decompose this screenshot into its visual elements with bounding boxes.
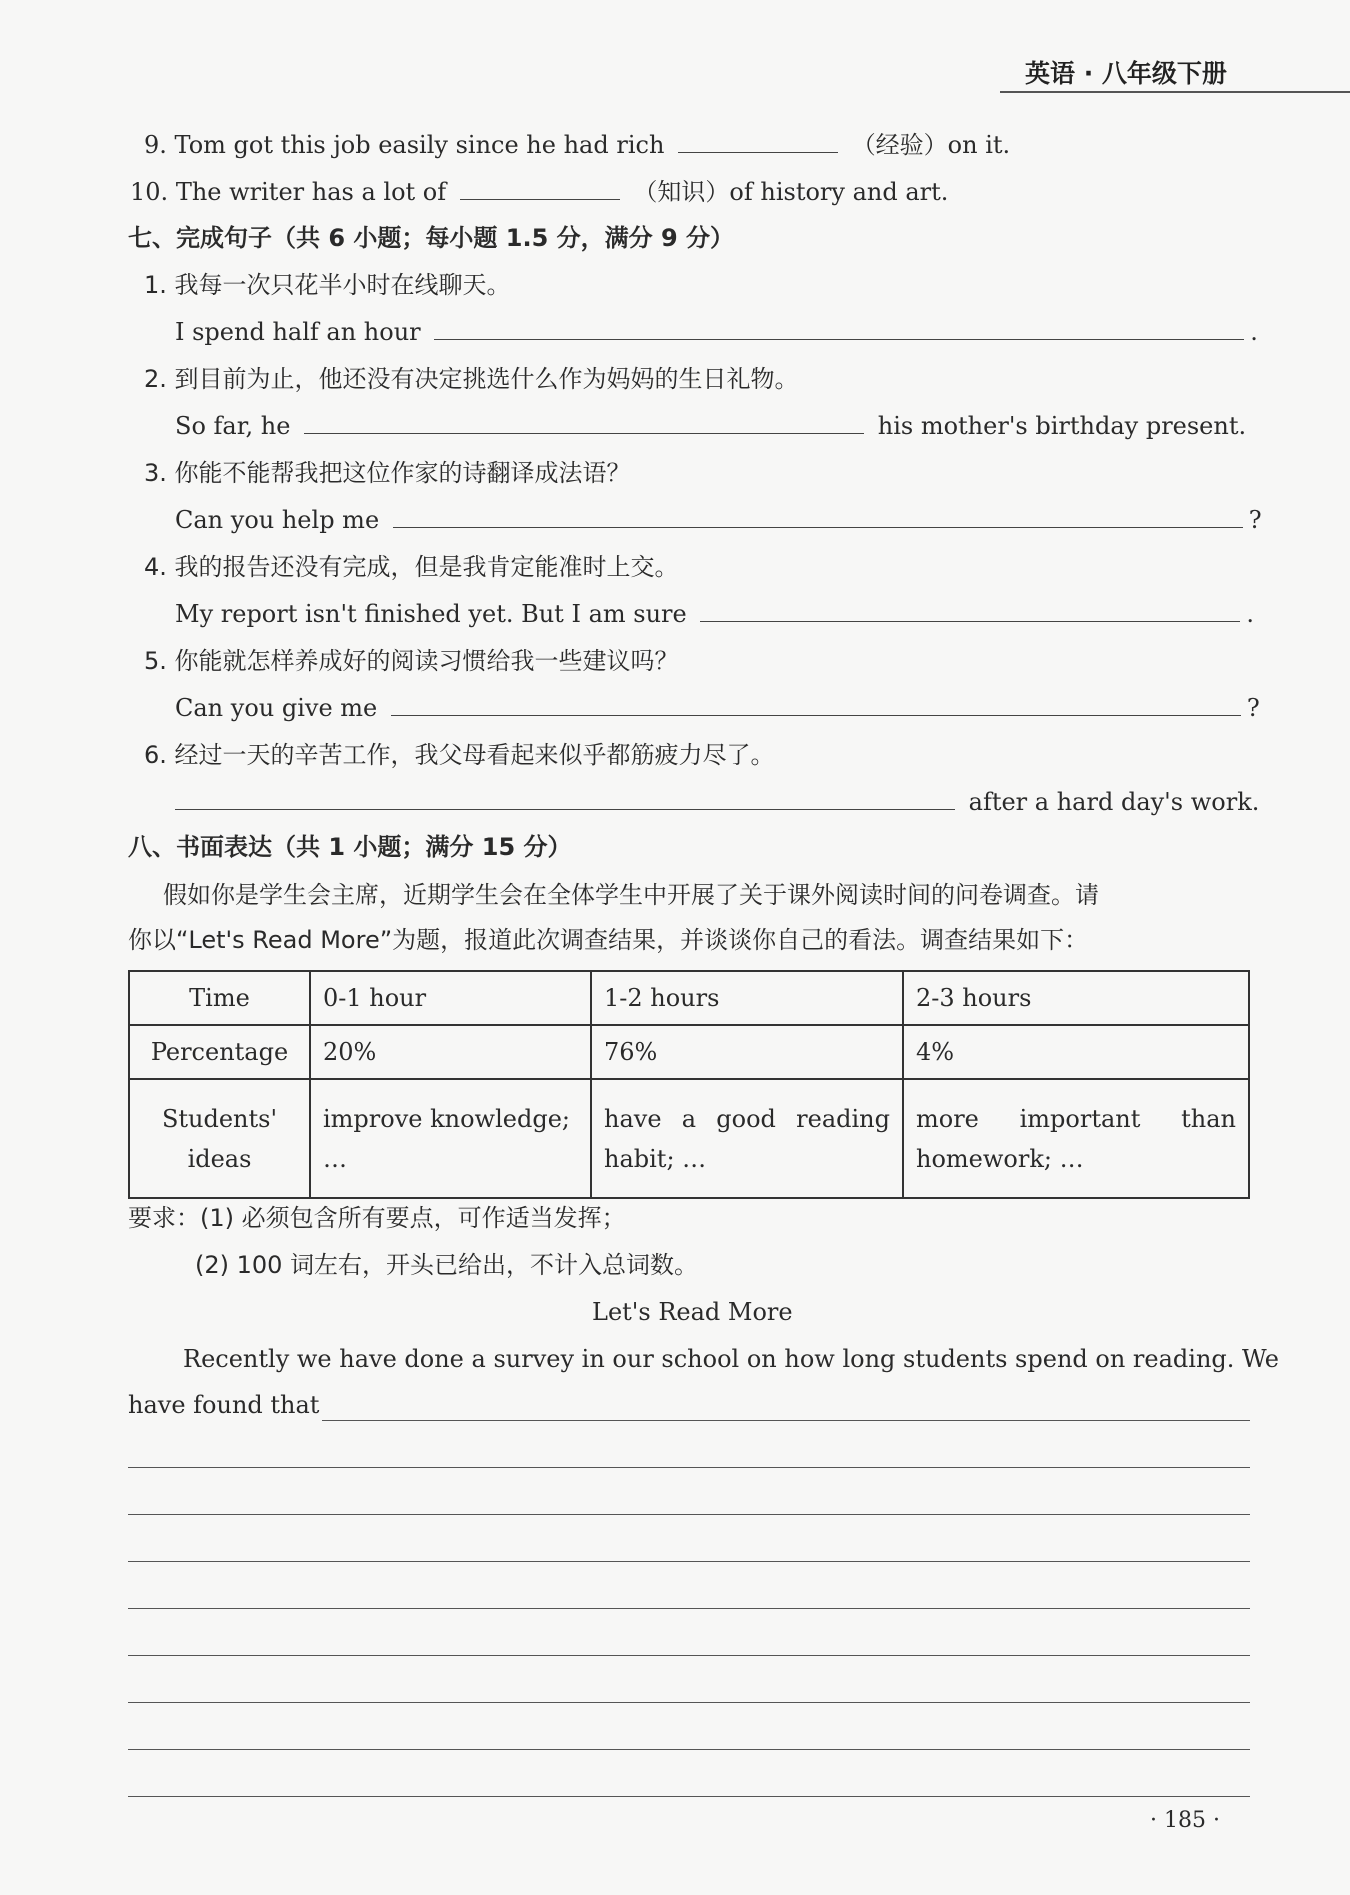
essay-start-line-2	[128, 1390, 319, 1420]
sentence-end: his mother's birthday present.	[877, 412, 1247, 440]
page-number: · 185 ·	[1150, 1808, 1220, 1833]
table-cell: have a good reading habit; …	[591, 1079, 903, 1198]
writing-line[interactable]	[128, 1702, 1250, 1703]
item-number: 6.	[144, 741, 167, 769]
english-prompt: My report isn't finished yet. But I am sure	[175, 600, 687, 628]
writing-line[interactable]	[322, 1420, 1250, 1421]
sentence-text: The writer has a lot of	[175, 178, 447, 206]
item-number: 3.	[144, 459, 167, 487]
chinese-prompt: 我每一次只花半小时在线聊天。	[174, 271, 511, 299]
s7-item-2-en	[175, 411, 1246, 441]
writing-intro-line-2: 你以“Let's Read More”为题，报道此次调查结果，并谈谈你自己的看法。调查结果如下：	[128, 926, 1089, 954]
table-row	[129, 1079, 1249, 1198]
table-cell: improve knowledge; …	[310, 1079, 591, 1198]
s7-item-4-en	[175, 599, 1254, 629]
header-rule	[1000, 91, 1350, 93]
s7-item-5-cn	[144, 646, 679, 676]
table-cell: Percentage	[129, 1025, 310, 1079]
s7-item-6-cn	[144, 740, 775, 770]
sentence-end: after a hard day's work.	[968, 788, 1260, 816]
english-prompt: Can you give me	[175, 694, 378, 722]
writing-line[interactable]	[128, 1514, 1250, 1515]
essay-title: Let's Read More	[592, 1298, 793, 1326]
english-prompt: Can you help me	[175, 506, 380, 534]
essay-start-line-1: Recently we have done a survey in our school on how long students spend on reading. We	[183, 1345, 1279, 1373]
answer-blank[interactable]	[700, 599, 1240, 622]
chinese-prompt: 经过一天的辛苦工作，我父母看起来似乎都筋疲力尽了。	[174, 741, 775, 769]
item-number: 5.	[144, 647, 167, 675]
s7-item-5-en	[175, 693, 1260, 723]
writing-intro-line-1: 假如你是学生会主席，近期学生会在全体学生中开展了关于课外阅读时间的问卷调查。请	[163, 881, 1099, 909]
item-number: 1.	[144, 271, 167, 299]
sentence-end: ?	[1246, 694, 1260, 722]
table-cell: Time	[129, 971, 310, 1025]
item-number: 2.	[144, 365, 167, 393]
page-header-title: 英语 · 八年级下册	[1025, 59, 1227, 88]
s7-item-6-en	[175, 787, 1259, 817]
sentence-end: .	[1246, 600, 1254, 628]
english-prompt: I spend half an hour	[175, 318, 421, 346]
table-cell: 20%	[310, 1025, 591, 1079]
vocab-item-10	[130, 177, 948, 207]
table-cell: 76%	[591, 1025, 903, 1079]
requirement-2: (2) 100 词左右，开头已给出，不计入总词数。	[195, 1251, 699, 1279]
answer-blank[interactable]	[393, 505, 1243, 528]
chinese-prompt: 你能不能帮我把这位作家的诗翻译成法语？	[174, 459, 631, 487]
writing-line[interactable]	[128, 1561, 1250, 1562]
survey-results-table	[128, 970, 1250, 1199]
answer-blank[interactable]	[434, 317, 1244, 340]
requirement-1: 要求：(1) 必须包含所有要点，可作适当发挥；	[128, 1204, 626, 1232]
writing-line[interactable]	[128, 1749, 1250, 1750]
table-cell: 4%	[903, 1025, 1249, 1079]
table-cell: more important than homework; …	[903, 1079, 1249, 1198]
answer-blank[interactable]	[304, 411, 864, 434]
s7-item-4-cn	[144, 552, 679, 582]
answer-blank[interactable]	[175, 787, 955, 810]
s7-item-3-en	[175, 505, 1262, 535]
answer-blank[interactable]	[460, 177, 620, 200]
s7-item-2-cn	[144, 364, 799, 394]
writing-line[interactable]	[128, 1796, 1250, 1797]
table-cell: Students' ideas	[129, 1079, 310, 1198]
chinese-prompt: 我的报告还没有完成，但是我肯定能准时上交。	[174, 553, 679, 581]
s7-item-1-en	[175, 317, 1258, 347]
section-8-heading: 八、书面表达（共 1 小题；满分 15 分）	[128, 833, 572, 861]
chinese-prompt: 你能就怎样养成好的阅读习惯给我一些建议吗？	[174, 647, 679, 675]
essay-start-text: have found that	[128, 1391, 320, 1419]
answer-blank[interactable]	[678, 130, 838, 153]
english-prompt: So far, he	[175, 412, 291, 440]
table-cell: 1-2 hours	[591, 971, 903, 1025]
writing-line[interactable]	[128, 1467, 1250, 1468]
s7-item-3-cn	[144, 458, 631, 488]
item-number: 4.	[144, 553, 167, 581]
sentence-end: ?	[1248, 506, 1262, 534]
writing-line[interactable]	[128, 1608, 1250, 1609]
item-number: 9.	[144, 131, 167, 159]
table-cell: 0-1 hour	[310, 971, 591, 1025]
item-number: 10.	[130, 178, 169, 206]
answer-blank[interactable]	[391, 693, 1241, 716]
table-row	[129, 971, 1249, 1025]
vocab-item-9	[144, 130, 1010, 160]
hint-text: （知识）of history and art.	[633, 178, 949, 206]
sentence-end: .	[1250, 318, 1258, 346]
writing-line[interactable]	[128, 1655, 1250, 1656]
section-7-heading: 七、完成句子（共 6 小题；每小题 1.5 分，满分 9 分）	[128, 224, 735, 252]
chinese-prompt: 到目前为止，他还没有决定挑选什么作为妈妈的生日礼物。	[174, 365, 799, 393]
table-row	[129, 1025, 1249, 1079]
s7-item-1-cn	[144, 270, 511, 300]
table-cell: 2-3 hours	[903, 971, 1249, 1025]
hint-text: （经验）on it.	[851, 131, 1011, 159]
sentence-text: Tom got this job easily since he had rich	[174, 131, 665, 159]
